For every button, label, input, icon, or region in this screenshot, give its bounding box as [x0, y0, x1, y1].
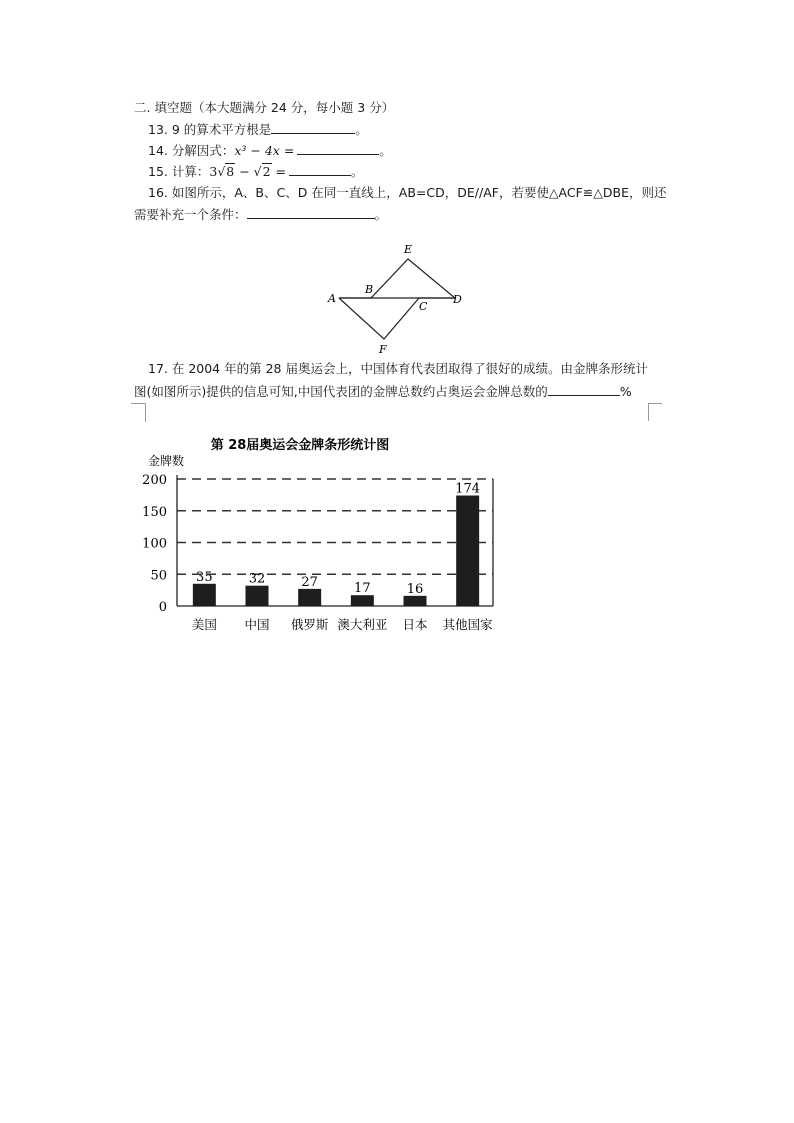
corner-mark-right-top	[648, 403, 662, 404]
x-category-label: 美国	[191, 617, 217, 632]
chart-grid	[177, 479, 493, 574]
bar-美国	[193, 584, 216, 606]
q15-equals: =	[271, 164, 287, 179]
q14-suffix: 。	[379, 143, 392, 158]
x-category-label: 其他国家	[442, 617, 493, 632]
chart-title: 第 28届奥运会金牌条形统计图	[210, 438, 390, 453]
q15-suffix: 。	[351, 164, 364, 179]
question-17-line1: 17. 在 2004 年的第 28 届奥运会上，中国体育代表团取得了很好的成绩。由金牌条形统计	[148, 361, 648, 376]
label-c: C	[419, 300, 428, 313]
x-category-label: 澳大利亚	[337, 617, 388, 632]
q15-sqrt-8: √8	[217, 164, 235, 179]
question-16-line1: 16. 如图所示，A、B、C、D 在同一直线上，AB=CD，DE//AF，若要使△ACF≌△DBE，则还	[148, 185, 667, 200]
bar-value-label: 17	[354, 581, 371, 597]
q15-minus: −	[235, 164, 254, 179]
y-tick-label-150: 150	[142, 504, 167, 520]
geometry-figure	[320, 238, 470, 358]
bar-俄罗斯	[298, 589, 321, 606]
question-14	[148, 142, 392, 159]
q14-text: 14. 分解因式：	[148, 143, 235, 158]
x-category-label: 俄罗斯	[290, 617, 329, 632]
x-category-label: 中国	[244, 617, 270, 632]
bar-value-label: 27	[301, 574, 318, 590]
q13-text: 13. 9 的算术平方根是	[148, 122, 272, 137]
bar-其他国家	[456, 496, 479, 606]
q15-sqrt-2: √2	[253, 164, 271, 179]
q15-text: 15. 计算：	[148, 164, 210, 179]
question-16-line2	[134, 206, 387, 223]
q15-coefficient: 3	[209, 164, 218, 179]
y-tick-label-0: 0	[158, 600, 167, 615]
corner-mark-right	[648, 403, 649, 421]
q14-expression: x³ − 4x =	[234, 143, 295, 158]
label-d: D	[453, 293, 462, 306]
q16-suffix: 。	[374, 207, 388, 222]
chart-y-axis-label: 金牌数	[148, 454, 185, 468]
y-tick-label-200: 200	[142, 473, 167, 488]
bar-澳大利亚	[351, 595, 374, 606]
bar-value-label: 174	[455, 481, 481, 497]
question-17-line2	[134, 383, 632, 400]
corner-mark-left	[131, 403, 146, 422]
q14-answer-blank[interactable]	[297, 142, 379, 155]
q17-answer-blank[interactable]	[548, 383, 620, 396]
chart-axes	[177, 475, 493, 606]
q15-answer-blank[interactable]	[289, 163, 351, 176]
bar-value-label: 32	[248, 571, 266, 587]
bar-日本	[404, 596, 427, 606]
chart-labels	[142, 473, 493, 632]
chart-bars	[193, 496, 479, 606]
q16-answer-blank[interactable]	[247, 206, 375, 219]
medal-bar-chart	[140, 425, 520, 640]
x-category-label: 日本	[402, 617, 428, 632]
q13-answer-blank[interactable]	[271, 121, 355, 134]
q16-text: 需要补充一个条件：	[134, 207, 247, 222]
question-13	[148, 121, 368, 138]
q17-suffix: %	[619, 384, 632, 399]
q13-suffix: 。	[355, 122, 368, 137]
section-heading: 二. 填空题（本大题满分 24 分，每小题 3 分）	[134, 100, 395, 115]
bar-value-label: 16	[406, 581, 424, 597]
label-b: B	[365, 283, 374, 296]
figure-lines	[339, 259, 455, 339]
bar-value-label: 35	[196, 569, 213, 585]
label-e: E	[404, 243, 413, 256]
label-f: F	[379, 343, 387, 356]
bar-中国	[246, 586, 269, 606]
y-tick-label-50: 50	[150, 568, 167, 584]
y-tick-label-100: 100	[142, 536, 167, 552]
q17-text: 图(如图所示)提供的信息可知,中国代表团的金牌总数约占奥运会金牌总数的	[134, 384, 548, 399]
question-15	[148, 163, 364, 180]
label-a: A	[328, 292, 336, 305]
